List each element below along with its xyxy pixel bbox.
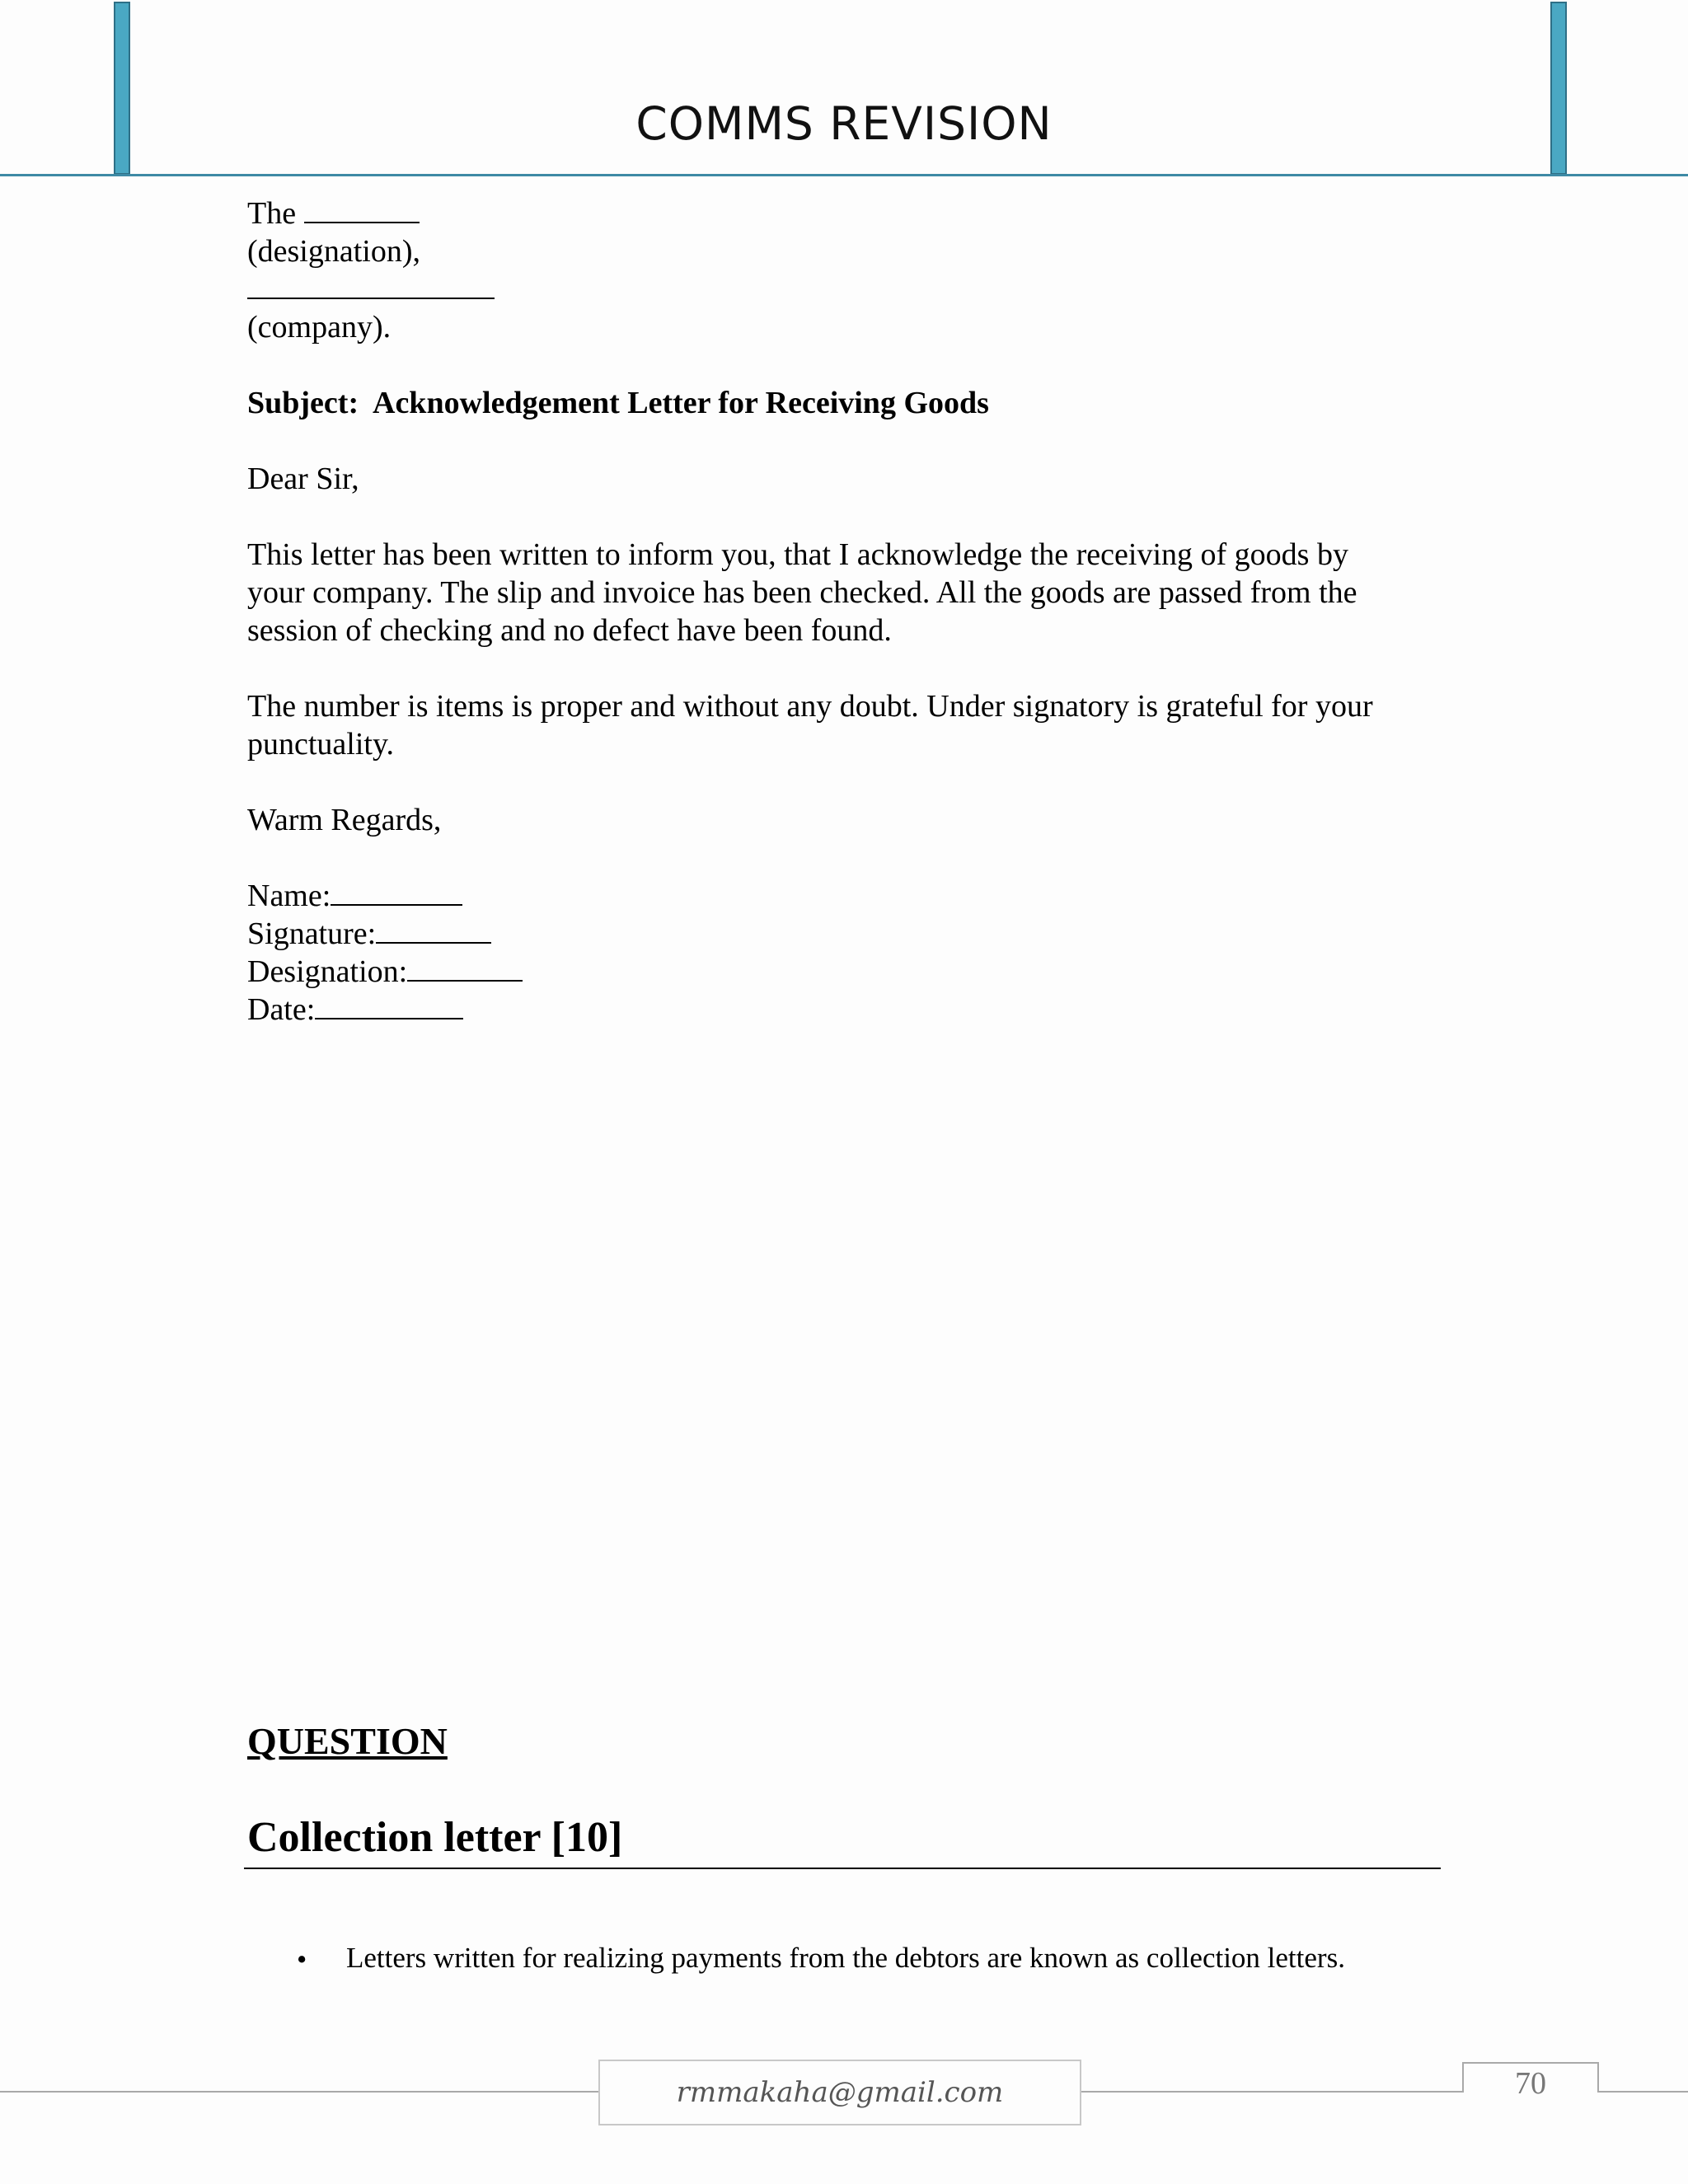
signature-blank — [376, 916, 491, 944]
letter-body — [247, 194, 1442, 1029]
name-label: Name: — [247, 879, 331, 913]
letter-subject: Subject: Acknowledgement Letter for Receiving Goods — [247, 386, 989, 420]
designation-field — [247, 953, 1442, 991]
signature-field — [247, 915, 1442, 953]
page-header-title: COMMS REVISION — [635, 97, 1053, 150]
question-heading: QUESTION — [247, 1720, 448, 1762]
designation-label: Designation: — [247, 954, 408, 989]
designation-blank — [407, 954, 523, 982]
name-blank — [331, 878, 462, 906]
bullet-marker: • — [297, 1943, 307, 1975]
signature-label: Signature: — [247, 916, 377, 951]
company-blank — [247, 271, 495, 299]
header-rule — [0, 174, 1688, 176]
date-field — [247, 991, 1442, 1029]
paragraph-1-line-3: session of checking and no defect have been found. — [247, 613, 892, 648]
date-blank — [315, 991, 463, 1019]
recipient-company-line — [247, 270, 1442, 308]
closing: Warm Regards, — [247, 803, 442, 837]
recipient-name-blank — [304, 195, 420, 223]
footer-email: rmmakaha@gmail.com — [598, 2060, 1081, 2125]
bullet-item: Letters written for realizing payments from the debtors are known as collection letters. — [346, 1942, 1345, 1974]
recipient-the: The — [247, 196, 297, 231]
recipient-designation: (designation), — [247, 234, 421, 269]
paragraph-1-line-1: This letter has been written to inform you, that I acknowledge the receiving of goods by — [247, 537, 1348, 572]
section-title-rule — [244, 1868, 1441, 1869]
recipient-company: (company). — [247, 310, 392, 344]
salutation: Dear Sir, — [247, 462, 359, 496]
paragraph-2-line-1: The number is items is proper and without any doubt. Under signatory is grateful for your — [247, 689, 1373, 724]
name-field — [247, 877, 1442, 915]
section-title: Collection letter [10] — [247, 1814, 623, 1861]
paragraph-1-line-2: your company. The slip and invoice has been checked. All the goods are passed from the — [247, 575, 1357, 610]
date-label: Date: — [247, 992, 316, 1027]
recipient-line — [247, 194, 1442, 232]
paragraph-2-line-2: punctuality. — [247, 727, 394, 762]
page-number: 70 — [1515, 2066, 1546, 2101]
